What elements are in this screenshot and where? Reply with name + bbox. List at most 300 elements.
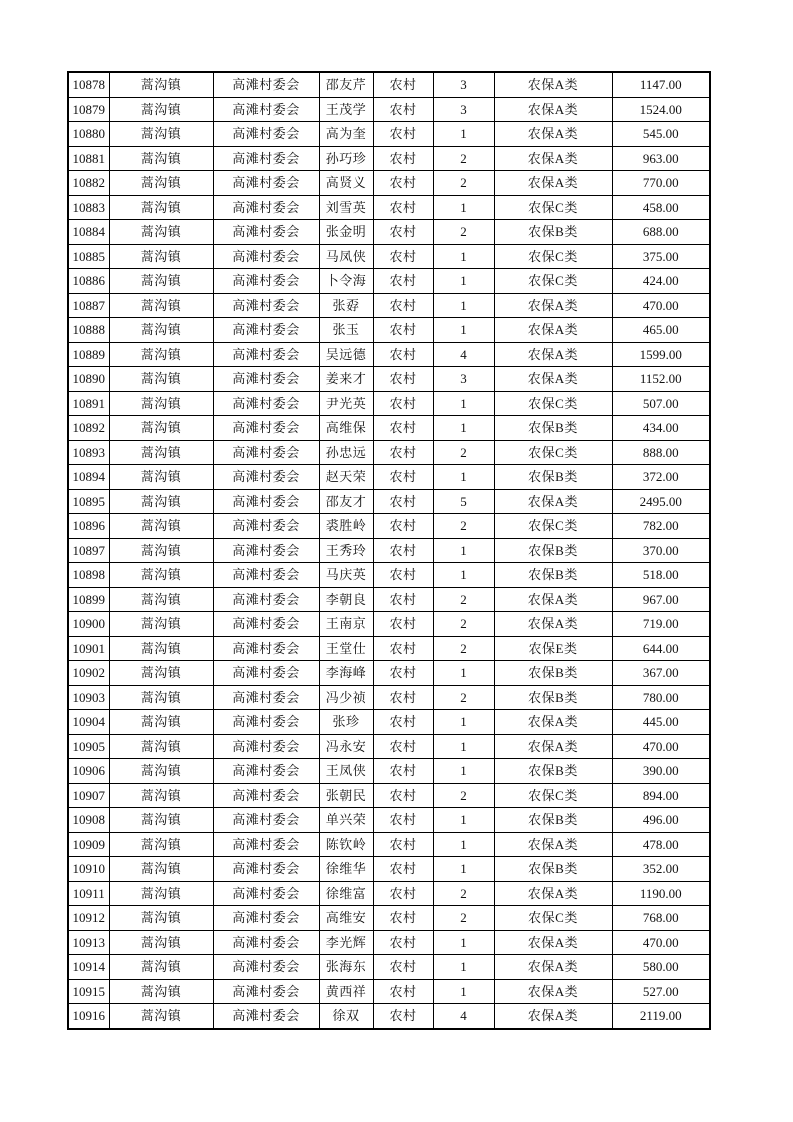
cell-town: 蒿沟镇 <box>109 220 213 245</box>
cell-record-id: 10886 <box>68 269 109 294</box>
cell-town: 蒿沟镇 <box>109 97 213 122</box>
cell-household-count: 1 <box>433 293 494 318</box>
cell-person-name: 单兴荣 <box>319 808 373 833</box>
cell-residence-type: 农村 <box>373 710 433 735</box>
cell-village-committee: 高滩村委会 <box>213 269 319 294</box>
cell-town: 蒿沟镇 <box>109 955 213 980</box>
cell-record-id: 10904 <box>68 710 109 735</box>
cell-household-count: 4 <box>433 342 494 367</box>
cell-household-count: 2 <box>433 171 494 196</box>
cell-insurance-category: 农保A类 <box>494 342 612 367</box>
cell-insurance-category: 农保A类 <box>494 881 612 906</box>
cell-village-committee: 高滩村委会 <box>213 661 319 686</box>
cell-residence-type: 农村 <box>373 465 433 490</box>
cell-insurance-category: 农保A类 <box>494 367 612 392</box>
cell-household-count: 4 <box>433 1004 494 1029</box>
cell-amount: 894.00 <box>612 783 710 808</box>
cell-village-committee: 高滩村委会 <box>213 146 319 171</box>
cell-record-id: 10910 <box>68 857 109 882</box>
cell-village-committee: 高滩村委会 <box>213 906 319 931</box>
cell-person-name: 张金明 <box>319 220 373 245</box>
cell-person-name: 高贤义 <box>319 171 373 196</box>
cell-household-count: 1 <box>433 391 494 416</box>
cell-household-count: 1 <box>433 979 494 1004</box>
cell-amount: 390.00 <box>612 759 710 784</box>
cell-household-count: 3 <box>433 72 494 97</box>
cell-person-name: 王秀玲 <box>319 538 373 563</box>
cell-village-committee: 高滩村委会 <box>213 97 319 122</box>
cell-household-count: 2 <box>433 881 494 906</box>
table-row <box>68 122 710 147</box>
cell-village-committee: 高滩村委会 <box>213 759 319 784</box>
cell-amount: 496.00 <box>612 808 710 833</box>
cell-residence-type: 农村 <box>373 514 433 539</box>
cell-village-committee: 高滩村委会 <box>213 783 319 808</box>
cell-insurance-category: 农保B类 <box>494 685 612 710</box>
cell-amount: 2495.00 <box>612 489 710 514</box>
cell-amount: 518.00 <box>612 563 710 588</box>
cell-record-id: 10909 <box>68 832 109 857</box>
cell-village-committee: 高滩村委会 <box>213 587 319 612</box>
cell-town: 蒿沟镇 <box>109 318 213 343</box>
cell-town: 蒿沟镇 <box>109 832 213 857</box>
cell-town: 蒿沟镇 <box>109 783 213 808</box>
cell-residence-type: 农村 <box>373 685 433 710</box>
cell-record-id: 10897 <box>68 538 109 563</box>
cell-person-name: 王凤侠 <box>319 759 373 784</box>
cell-village-committee: 高滩村委会 <box>213 857 319 882</box>
cell-insurance-category: 农保A类 <box>494 489 612 514</box>
cell-village-committee: 高滩村委会 <box>213 171 319 196</box>
cell-insurance-category: 农保C类 <box>494 195 612 220</box>
cell-amount: 424.00 <box>612 269 710 294</box>
cell-person-name: 徐维华 <box>319 857 373 882</box>
cell-town: 蒿沟镇 <box>109 416 213 441</box>
cell-town: 蒿沟镇 <box>109 171 213 196</box>
cell-record-id: 10912 <box>68 906 109 931</box>
cell-residence-type: 农村 <box>373 244 433 269</box>
cell-insurance-category: 农保C类 <box>494 783 612 808</box>
table-row <box>68 979 710 1004</box>
cell-town: 蒿沟镇 <box>109 465 213 490</box>
cell-residence-type: 农村 <box>373 269 433 294</box>
cell-person-name: 高维保 <box>319 416 373 441</box>
cell-town: 蒿沟镇 <box>109 808 213 833</box>
cell-town: 蒿沟镇 <box>109 146 213 171</box>
cell-insurance-category: 农保A类 <box>494 72 612 97</box>
cell-amount: 963.00 <box>612 146 710 171</box>
cell-record-id: 10900 <box>68 612 109 637</box>
cell-town: 蒿沟镇 <box>109 367 213 392</box>
table-row <box>68 685 710 710</box>
cell-record-id: 10894 <box>68 465 109 490</box>
cell-household-count: 1 <box>433 465 494 490</box>
cell-insurance-category: 农保A类 <box>494 979 612 1004</box>
cell-person-name: 王茂学 <box>319 97 373 122</box>
cell-village-committee: 高滩村委会 <box>213 195 319 220</box>
cell-household-count: 2 <box>433 636 494 661</box>
table-row <box>68 318 710 343</box>
table-row <box>68 465 710 490</box>
cell-village-committee: 高滩村委会 <box>213 563 319 588</box>
table-row <box>68 955 710 980</box>
cell-amount: 445.00 <box>612 710 710 735</box>
cell-residence-type: 农村 <box>373 563 433 588</box>
cell-residence-type: 农村 <box>373 881 433 906</box>
cell-village-committee: 高滩村委会 <box>213 489 319 514</box>
cell-record-id: 10893 <box>68 440 109 465</box>
cell-household-count: 1 <box>433 563 494 588</box>
cell-residence-type: 农村 <box>373 367 433 392</box>
cell-person-name: 冯少祯 <box>319 685 373 710</box>
cell-household-count: 1 <box>433 538 494 563</box>
cell-amount: 470.00 <box>612 734 710 759</box>
table-row <box>68 342 710 367</box>
cell-person-name: 张孬 <box>319 293 373 318</box>
cell-person-name: 尹光英 <box>319 391 373 416</box>
table-row <box>68 244 710 269</box>
cell-person-name: 李光辉 <box>319 930 373 955</box>
cell-amount: 770.00 <box>612 171 710 196</box>
cell-amount: 507.00 <box>612 391 710 416</box>
cell-residence-type: 农村 <box>373 1004 433 1029</box>
cell-amount: 434.00 <box>612 416 710 441</box>
cell-record-id: 10888 <box>68 318 109 343</box>
cell-household-count: 5 <box>433 489 494 514</box>
cell-amount: 580.00 <box>612 955 710 980</box>
cell-amount: 719.00 <box>612 612 710 637</box>
cell-amount: 375.00 <box>612 244 710 269</box>
cell-residence-type: 农村 <box>373 195 433 220</box>
cell-residence-type: 农村 <box>373 832 433 857</box>
cell-amount: 352.00 <box>612 857 710 882</box>
cell-record-id: 10891 <box>68 391 109 416</box>
cell-town: 蒿沟镇 <box>109 538 213 563</box>
cell-amount: 768.00 <box>612 906 710 931</box>
cell-insurance-category: 农保A类 <box>494 171 612 196</box>
table-row <box>68 930 710 955</box>
cell-person-name: 李朝良 <box>319 587 373 612</box>
cell-residence-type: 农村 <box>373 293 433 318</box>
cell-amount: 888.00 <box>612 440 710 465</box>
cell-person-name: 吴远德 <box>319 342 373 367</box>
cell-village-committee: 高滩村委会 <box>213 293 319 318</box>
cell-residence-type: 农村 <box>373 220 433 245</box>
cell-residence-type: 农村 <box>373 97 433 122</box>
cell-residence-type: 农村 <box>373 318 433 343</box>
cell-person-name: 孙忠远 <box>319 440 373 465</box>
table-row <box>68 563 710 588</box>
cell-village-committee: 高滩村委会 <box>213 979 319 1004</box>
cell-amount: 465.00 <box>612 318 710 343</box>
cell-amount: 470.00 <box>612 293 710 318</box>
cell-record-id: 10885 <box>68 244 109 269</box>
cell-record-id: 10878 <box>68 72 109 97</box>
cell-person-name: 裘胜岭 <box>319 514 373 539</box>
cell-town: 蒿沟镇 <box>109 563 213 588</box>
cell-person-name: 李海峰 <box>319 661 373 686</box>
table-row <box>68 906 710 931</box>
cell-person-name: 冯永安 <box>319 734 373 759</box>
cell-town: 蒿沟镇 <box>109 930 213 955</box>
table-row <box>68 538 710 563</box>
cell-residence-type: 农村 <box>373 146 433 171</box>
table-row <box>68 269 710 294</box>
cell-town: 蒿沟镇 <box>109 857 213 882</box>
cell-amount: 1599.00 <box>612 342 710 367</box>
table-row <box>68 1004 710 1029</box>
cell-household-count: 1 <box>433 930 494 955</box>
cell-town: 蒿沟镇 <box>109 636 213 661</box>
cell-residence-type: 农村 <box>373 783 433 808</box>
cell-town: 蒿沟镇 <box>109 293 213 318</box>
cell-insurance-category: 农保A类 <box>494 710 612 735</box>
cell-town: 蒿沟镇 <box>109 342 213 367</box>
cell-residence-type: 农村 <box>373 955 433 980</box>
cell-record-id: 10898 <box>68 563 109 588</box>
cell-residence-type: 农村 <box>373 72 433 97</box>
cell-record-id: 10896 <box>68 514 109 539</box>
cell-residence-type: 农村 <box>373 759 433 784</box>
cell-household-count: 1 <box>433 122 494 147</box>
cell-record-id: 10884 <box>68 220 109 245</box>
cell-household-count: 1 <box>433 416 494 441</box>
table-row <box>68 612 710 637</box>
cell-record-id: 10890 <box>68 367 109 392</box>
table-body <box>68 72 710 1029</box>
cell-residence-type: 农村 <box>373 979 433 1004</box>
cell-insurance-category: 农保E类 <box>494 636 612 661</box>
cell-household-count: 2 <box>433 514 494 539</box>
cell-village-committee: 高滩村委会 <box>213 832 319 857</box>
cell-insurance-category: 农保A类 <box>494 97 612 122</box>
cell-village-committee: 高滩村委会 <box>213 538 319 563</box>
cell-record-id: 10907 <box>68 783 109 808</box>
cell-insurance-category: 农保A类 <box>494 1004 612 1029</box>
cell-person-name: 王南京 <box>319 612 373 637</box>
cell-insurance-category: 农保A类 <box>494 122 612 147</box>
cell-village-committee: 高滩村委会 <box>213 465 319 490</box>
cell-residence-type: 农村 <box>373 857 433 882</box>
cell-amount: 527.00 <box>612 979 710 1004</box>
cell-household-count: 2 <box>433 220 494 245</box>
cell-amount: 478.00 <box>612 832 710 857</box>
cell-insurance-category: 农保B类 <box>494 465 612 490</box>
cell-amount: 688.00 <box>612 220 710 245</box>
cell-village-committee: 高滩村委会 <box>213 342 319 367</box>
table-row <box>68 832 710 857</box>
cell-person-name: 高为奎 <box>319 122 373 147</box>
cell-person-name: 徐维富 <box>319 881 373 906</box>
cell-record-id: 10883 <box>68 195 109 220</box>
cell-person-name: 孙巧珍 <box>319 146 373 171</box>
cell-village-committee: 高滩村委会 <box>213 1004 319 1029</box>
table-row <box>68 416 710 441</box>
cell-town: 蒿沟镇 <box>109 1004 213 1029</box>
cell-residence-type: 农村 <box>373 391 433 416</box>
cell-insurance-category: 农保B类 <box>494 220 612 245</box>
cell-insurance-category: 农保A类 <box>494 318 612 343</box>
cell-person-name: 徐双 <box>319 1004 373 1029</box>
cell-person-name: 邵友芹 <box>319 72 373 97</box>
cell-amount: 644.00 <box>612 636 710 661</box>
cell-insurance-category: 农保C类 <box>494 906 612 931</box>
cell-town: 蒿沟镇 <box>109 195 213 220</box>
cell-residence-type: 农村 <box>373 808 433 833</box>
table-row <box>68 489 710 514</box>
cell-insurance-category: 农保B类 <box>494 661 612 686</box>
cell-record-id: 10903 <box>68 685 109 710</box>
table-row <box>68 734 710 759</box>
cell-record-id: 10914 <box>68 955 109 980</box>
cell-insurance-category: 农保B类 <box>494 857 612 882</box>
table-row <box>68 759 710 784</box>
cell-town: 蒿沟镇 <box>109 391 213 416</box>
cell-residence-type: 农村 <box>373 171 433 196</box>
cell-amount: 367.00 <box>612 661 710 686</box>
cell-insurance-category: 农保A类 <box>494 734 612 759</box>
table-row <box>68 881 710 906</box>
cell-village-committee: 高滩村委会 <box>213 514 319 539</box>
cell-village-committee: 高滩村委会 <box>213 72 319 97</box>
cell-person-name: 邵友才 <box>319 489 373 514</box>
table-row <box>68 171 710 196</box>
cell-insurance-category: 农保B类 <box>494 808 612 833</box>
cell-household-count: 2 <box>433 612 494 637</box>
cell-person-name: 张朝民 <box>319 783 373 808</box>
cell-residence-type: 农村 <box>373 416 433 441</box>
cell-residence-type: 农村 <box>373 122 433 147</box>
table-row <box>68 146 710 171</box>
table-row <box>68 440 710 465</box>
cell-insurance-category: 农保A类 <box>494 612 612 637</box>
table-row <box>68 636 710 661</box>
cell-insurance-category: 农保A类 <box>494 955 612 980</box>
cell-person-name: 陈钦岭 <box>319 832 373 857</box>
cell-record-id: 10908 <box>68 808 109 833</box>
cell-insurance-category: 农保B类 <box>494 416 612 441</box>
cell-person-name: 马庆英 <box>319 563 373 588</box>
cell-household-count: 3 <box>433 97 494 122</box>
cell-record-id: 10916 <box>68 1004 109 1029</box>
cell-town: 蒿沟镇 <box>109 661 213 686</box>
cell-insurance-category: 农保C类 <box>494 440 612 465</box>
cell-insurance-category: 农保C类 <box>494 514 612 539</box>
cell-household-count: 2 <box>433 440 494 465</box>
cell-insurance-category: 农保A类 <box>494 146 612 171</box>
cell-amount: 1147.00 <box>612 72 710 97</box>
table-row <box>68 710 710 735</box>
table-row <box>68 783 710 808</box>
cell-person-name: 张珍 <box>319 710 373 735</box>
cell-village-committee: 高滩村委会 <box>213 244 319 269</box>
cell-household-count: 1 <box>433 195 494 220</box>
table-row <box>68 293 710 318</box>
cell-insurance-category: 农保C类 <box>494 391 612 416</box>
cell-record-id: 10895 <box>68 489 109 514</box>
table-row <box>68 391 710 416</box>
cell-village-committee: 高滩村委会 <box>213 881 319 906</box>
cell-town: 蒿沟镇 <box>109 72 213 97</box>
cell-amount: 2119.00 <box>612 1004 710 1029</box>
cell-village-committee: 高滩村委会 <box>213 416 319 441</box>
cell-insurance-category: 农保B类 <box>494 759 612 784</box>
table-row <box>68 97 710 122</box>
cell-household-count: 1 <box>433 808 494 833</box>
cell-person-name: 张玉 <box>319 318 373 343</box>
cell-town: 蒿沟镇 <box>109 881 213 906</box>
cell-residence-type: 农村 <box>373 489 433 514</box>
cell-insurance-category: 农保A类 <box>494 832 612 857</box>
cell-amount: 545.00 <box>612 122 710 147</box>
cell-residence-type: 农村 <box>373 930 433 955</box>
cell-village-committee: 高滩村委会 <box>213 440 319 465</box>
cell-village-committee: 高滩村委会 <box>213 318 319 343</box>
cell-village-committee: 高滩村委会 <box>213 122 319 147</box>
cell-residence-type: 农村 <box>373 538 433 563</box>
cell-record-id: 10906 <box>68 759 109 784</box>
cell-town: 蒿沟镇 <box>109 906 213 931</box>
cell-amount: 1524.00 <box>612 97 710 122</box>
cell-village-committee: 高滩村委会 <box>213 612 319 637</box>
cell-amount: 372.00 <box>612 465 710 490</box>
cell-record-id: 10913 <box>68 930 109 955</box>
cell-town: 蒿沟镇 <box>109 122 213 147</box>
cell-town: 蒿沟镇 <box>109 489 213 514</box>
cell-amount: 782.00 <box>612 514 710 539</box>
cell-person-name: 马凤侠 <box>319 244 373 269</box>
cell-village-committee: 高滩村委会 <box>213 734 319 759</box>
cell-record-id: 10911 <box>68 881 109 906</box>
cell-insurance-category: 农保C类 <box>494 244 612 269</box>
cell-insurance-category: 农保B类 <box>494 538 612 563</box>
cell-record-id: 10882 <box>68 171 109 196</box>
cell-residence-type: 农村 <box>373 906 433 931</box>
cell-household-count: 3 <box>433 367 494 392</box>
cell-household-count: 1 <box>433 857 494 882</box>
cell-town: 蒿沟镇 <box>109 734 213 759</box>
cell-record-id: 10902 <box>68 661 109 686</box>
cell-person-name: 卜令海 <box>319 269 373 294</box>
cell-town: 蒿沟镇 <box>109 979 213 1004</box>
table-row <box>68 857 710 882</box>
cell-household-count: 1 <box>433 318 494 343</box>
cell-amount: 458.00 <box>612 195 710 220</box>
cell-insurance-category: 农保B类 <box>494 563 612 588</box>
cell-town: 蒿沟镇 <box>109 244 213 269</box>
cell-town: 蒿沟镇 <box>109 440 213 465</box>
cell-record-id: 10901 <box>68 636 109 661</box>
cell-household-count: 2 <box>433 783 494 808</box>
cell-household-count: 2 <box>433 906 494 931</box>
cell-record-id: 10899 <box>68 587 109 612</box>
cell-person-name: 刘雪英 <box>319 195 373 220</box>
cell-residence-type: 农村 <box>373 636 433 661</box>
cell-amount: 470.00 <box>612 930 710 955</box>
cell-village-committee: 高滩村委会 <box>213 636 319 661</box>
cell-residence-type: 农村 <box>373 612 433 637</box>
cell-town: 蒿沟镇 <box>109 269 213 294</box>
cell-town: 蒿沟镇 <box>109 612 213 637</box>
cell-village-committee: 高滩村委会 <box>213 685 319 710</box>
cell-record-id: 10915 <box>68 979 109 1004</box>
cell-amount: 780.00 <box>612 685 710 710</box>
cell-residence-type: 农村 <box>373 440 433 465</box>
cell-insurance-category: 农保C类 <box>494 269 612 294</box>
cell-village-committee: 高滩村委会 <box>213 955 319 980</box>
cell-record-id: 10887 <box>68 293 109 318</box>
cell-person-name: 黄西祥 <box>319 979 373 1004</box>
